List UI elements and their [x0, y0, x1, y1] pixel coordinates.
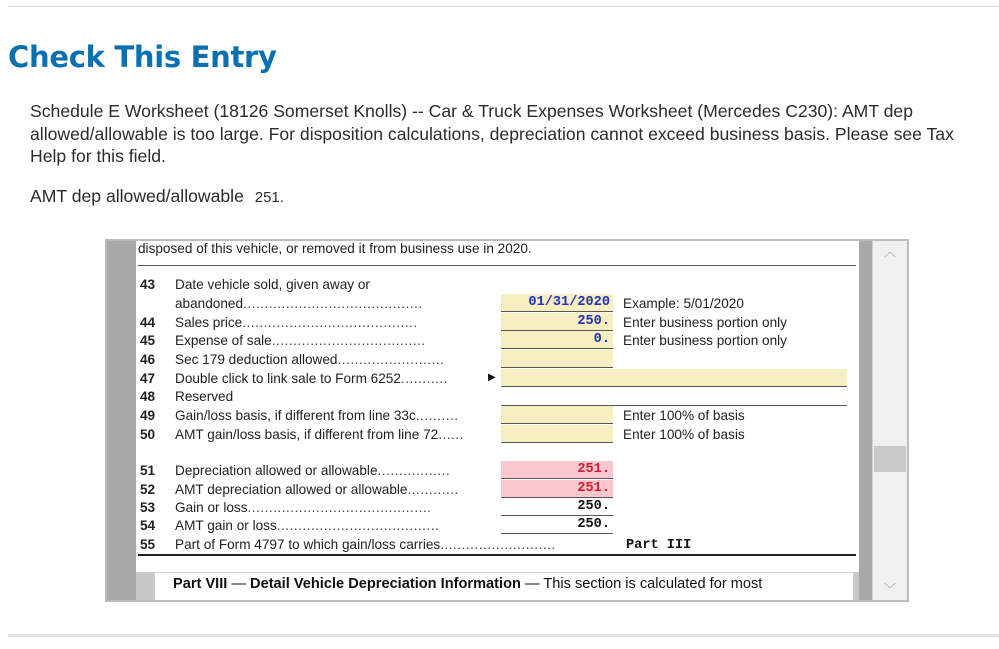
triangle-right-icon: ▶: [488, 372, 496, 383]
hint-text: Enter 100% of basis: [623, 408, 745, 423]
line-number: 49: [140, 408, 156, 423]
part-viii-title: Part VIII — Detail Vehicle Depreciation Information — This section is calculated for most: [173, 576, 763, 592]
line-label: Date vehicle sold, given away or: [175, 277, 370, 292]
field-summary: [30, 186, 284, 207]
top-divider: [8, 6, 999, 7]
amt-depreciation-allowed-field[interactable]: 251.: [501, 480, 613, 498]
page-title: Check This Entry: [8, 40, 277, 74]
line-number: 54: [140, 518, 156, 533]
gain-or-loss-field: 250.: [501, 498, 613, 516]
vertical-scrollbar[interactable]: [872, 241, 907, 600]
chevron-down-icon[interactable]: ﹀: [883, 582, 896, 596]
amt-gain-or-loss-field: 250.: [501, 516, 613, 534]
line-number: 52: [140, 482, 156, 497]
form-viewer[interactable]: [105, 239, 909, 602]
part-viii-header: [154, 572, 854, 602]
error-message: Schedule E Worksheet (18126 Somerset Knolls) -- Car & Truck Expenses Worksheet (Mercedes C230): AMT dep allowed/allowable is too large. For disposition calculations, depreciation cannot exceed business basis. Please see Tax Help for this field.: [30, 101, 954, 166]
field-label: AMT dep allowed/allowable: [30, 186, 244, 206]
line-label: Reserved: [175, 389, 234, 404]
sec179-input[interactable]: [501, 350, 613, 368]
line-label: Depreciation allowed or allowable.................: [175, 463, 451, 478]
line-number: 46: [140, 352, 156, 367]
line-label: AMT depreciation allowed or allowable............: [175, 482, 459, 497]
field-value: 251.: [254, 189, 284, 206]
hint-text: Enter business portion only: [623, 315, 787, 330]
line-number: 51: [140, 463, 156, 478]
gain-loss-basis-input[interactable]: [501, 406, 613, 424]
form-viewport: [107, 241, 872, 600]
divider: [138, 265, 856, 266]
line-label: Double click to link sale to Form 6252...........: [175, 371, 448, 386]
line-label: Expense of sale....................................: [175, 333, 426, 348]
line-label: Sales price.........................................: [175, 315, 418, 330]
divider: [138, 554, 856, 556]
depreciation-allowed-field[interactable]: 251.: [501, 461, 613, 479]
hint-text: Enter business portion only: [623, 333, 787, 348]
line-number: 43: [140, 277, 156, 292]
line-label: abandoned..........................................: [175, 296, 423, 311]
line-number: 53: [140, 500, 156, 515]
hint-text: Example: 5/01/2020: [623, 296, 744, 311]
line-label: AMT gain/loss basis, if different from line 72......: [175, 427, 464, 442]
form-6252-link-input[interactable]: [501, 369, 847, 387]
line-number: 48: [140, 389, 156, 404]
line-number: 47: [140, 371, 156, 386]
form-intro-text: disposed of this vehicle, or removed it from business use in 2020.: [138, 241, 532, 256]
line-number: 55: [140, 537, 156, 552]
chevron-up-icon[interactable]: ︿: [883, 245, 896, 259]
line-label: Gain or loss...........................................: [175, 500, 432, 515]
line-number: 50: [140, 427, 156, 442]
line-label: AMT gain or loss......................................: [175, 518, 440, 533]
form-page: [136, 241, 859, 600]
scrollbar-thumb[interactable]: [874, 446, 906, 472]
sales-price-input[interactable]: 250.: [501, 313, 613, 331]
line-label: Sec 179 deduction allowed.........................: [175, 352, 445, 367]
hint-text: Enter 100% of basis: [623, 427, 745, 442]
line-number: 44: [140, 315, 156, 330]
form-4797-part-value: Part III: [626, 538, 692, 553]
line-label: Part of Form 4797 to which gain/loss carries...........................: [175, 537, 556, 552]
expense-of-sale-input[interactable]: 0.: [501, 331, 613, 349]
amt-gain-loss-basis-input[interactable]: [501, 425, 613, 443]
line-label: Gain/loss basis, if different from line 33c..........: [175, 408, 459, 423]
date-sold-input[interactable]: 01/31/2020: [501, 294, 613, 312]
bottom-divider: [8, 634, 999, 637]
line-number: 45: [140, 333, 156, 348]
